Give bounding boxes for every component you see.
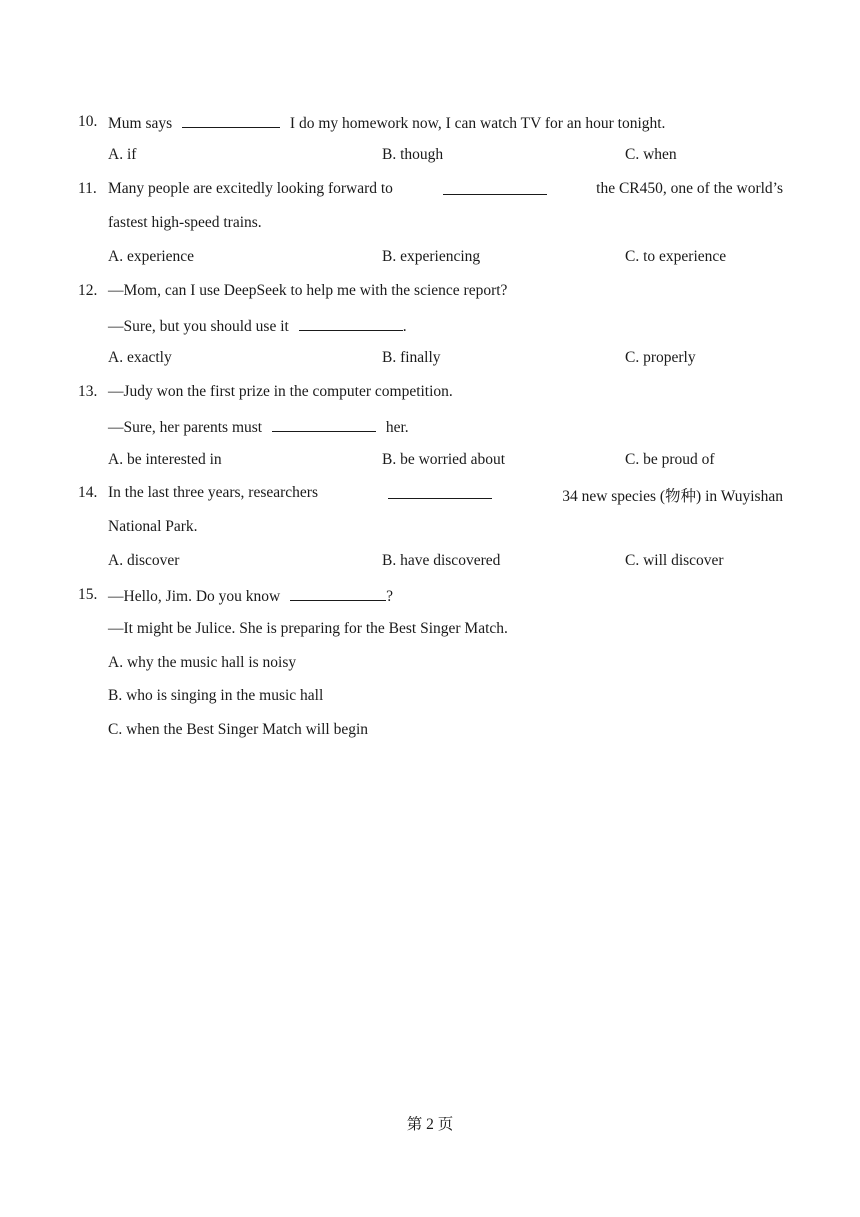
answer-blank: [290, 586, 386, 601]
page-number: 第 2 页: [406, 1116, 454, 1133]
answer-blank: [299, 316, 403, 331]
answer-blank: [272, 417, 376, 432]
stem-continuation: National Park.: [108, 518, 198, 535]
question-number: 10.: [78, 113, 98, 130]
option-c: C. be proud of: [625, 451, 715, 468]
stem-text: —Sure, her parents must: [108, 419, 263, 436]
option-a: A. discover: [108, 552, 180, 569]
option-a: A. exactly: [108, 349, 172, 366]
question-number: 15.: [78, 586, 98, 603]
option-b: B. experiencing: [382, 248, 481, 265]
question-stem: [108, 484, 783, 506]
stem-text: In the last three years, researchers: [108, 484, 318, 501]
stem-continuation: fastest high-speed trains.: [108, 214, 262, 231]
answer-blank: [182, 113, 280, 128]
question-stem: [108, 180, 783, 198]
option-c: C. will discover: [625, 552, 724, 569]
answer-blank: [388, 484, 492, 499]
reply-line: [108, 316, 407, 336]
option-c: C. when: [625, 146, 677, 163]
option-b: B. who is singing in the music hall: [108, 687, 324, 704]
stem-text: her.: [385, 419, 409, 436]
answer-blank: [443, 180, 547, 195]
stem-text: ?: [386, 588, 393, 605]
question-stem: —Mom, can I use DeepSeek to help me with the science report?: [108, 282, 508, 299]
option-b: B. finally: [382, 349, 441, 366]
option-a: A. experience: [108, 248, 195, 265]
stem-text: —Sure, but you should use it: [108, 318, 289, 335]
reply-line: [108, 417, 409, 437]
option-c: C. when the Best Singer Match will begin: [108, 721, 369, 738]
stem-text: .: [402, 318, 407, 335]
stem-text: Mum says: [108, 115, 173, 132]
question-number: 14.: [78, 484, 98, 501]
question-number: 13.: [78, 383, 98, 400]
question-stem: [108, 113, 665, 133]
reply-line: —It might be Julice. She is preparing for the Best Singer Match.: [108, 620, 508, 637]
option-b: B. have discovered: [382, 552, 501, 569]
stem-text: —Hello, Jim. Do you know: [108, 588, 281, 605]
question-stem: [108, 586, 393, 606]
option-a: A. if: [108, 146, 137, 163]
option-c: C. to experience: [625, 248, 727, 265]
question-stem: —Judy won the first prize in the computer competition.: [108, 383, 453, 400]
option-a: A. why the music hall is noisy: [108, 654, 297, 671]
stem-text: Many people are excitedly looking forward to: [108, 180, 393, 197]
option-b: B. though: [382, 146, 444, 163]
question-number: 12.: [78, 282, 98, 299]
question-number: 11.: [78, 180, 97, 197]
option-a: A. be interested in: [108, 451, 222, 468]
option-c: C. properly: [625, 349, 696, 366]
stem-text: I do my homework now, I can watch TV for an hour tonight.: [289, 115, 666, 132]
option-b: B. be worried about: [382, 451, 506, 468]
stem-text: the CR450, one of the world’s: [596, 180, 783, 197]
stem-text: 34 new species (物种) in Wuyishan: [562, 488, 783, 505]
